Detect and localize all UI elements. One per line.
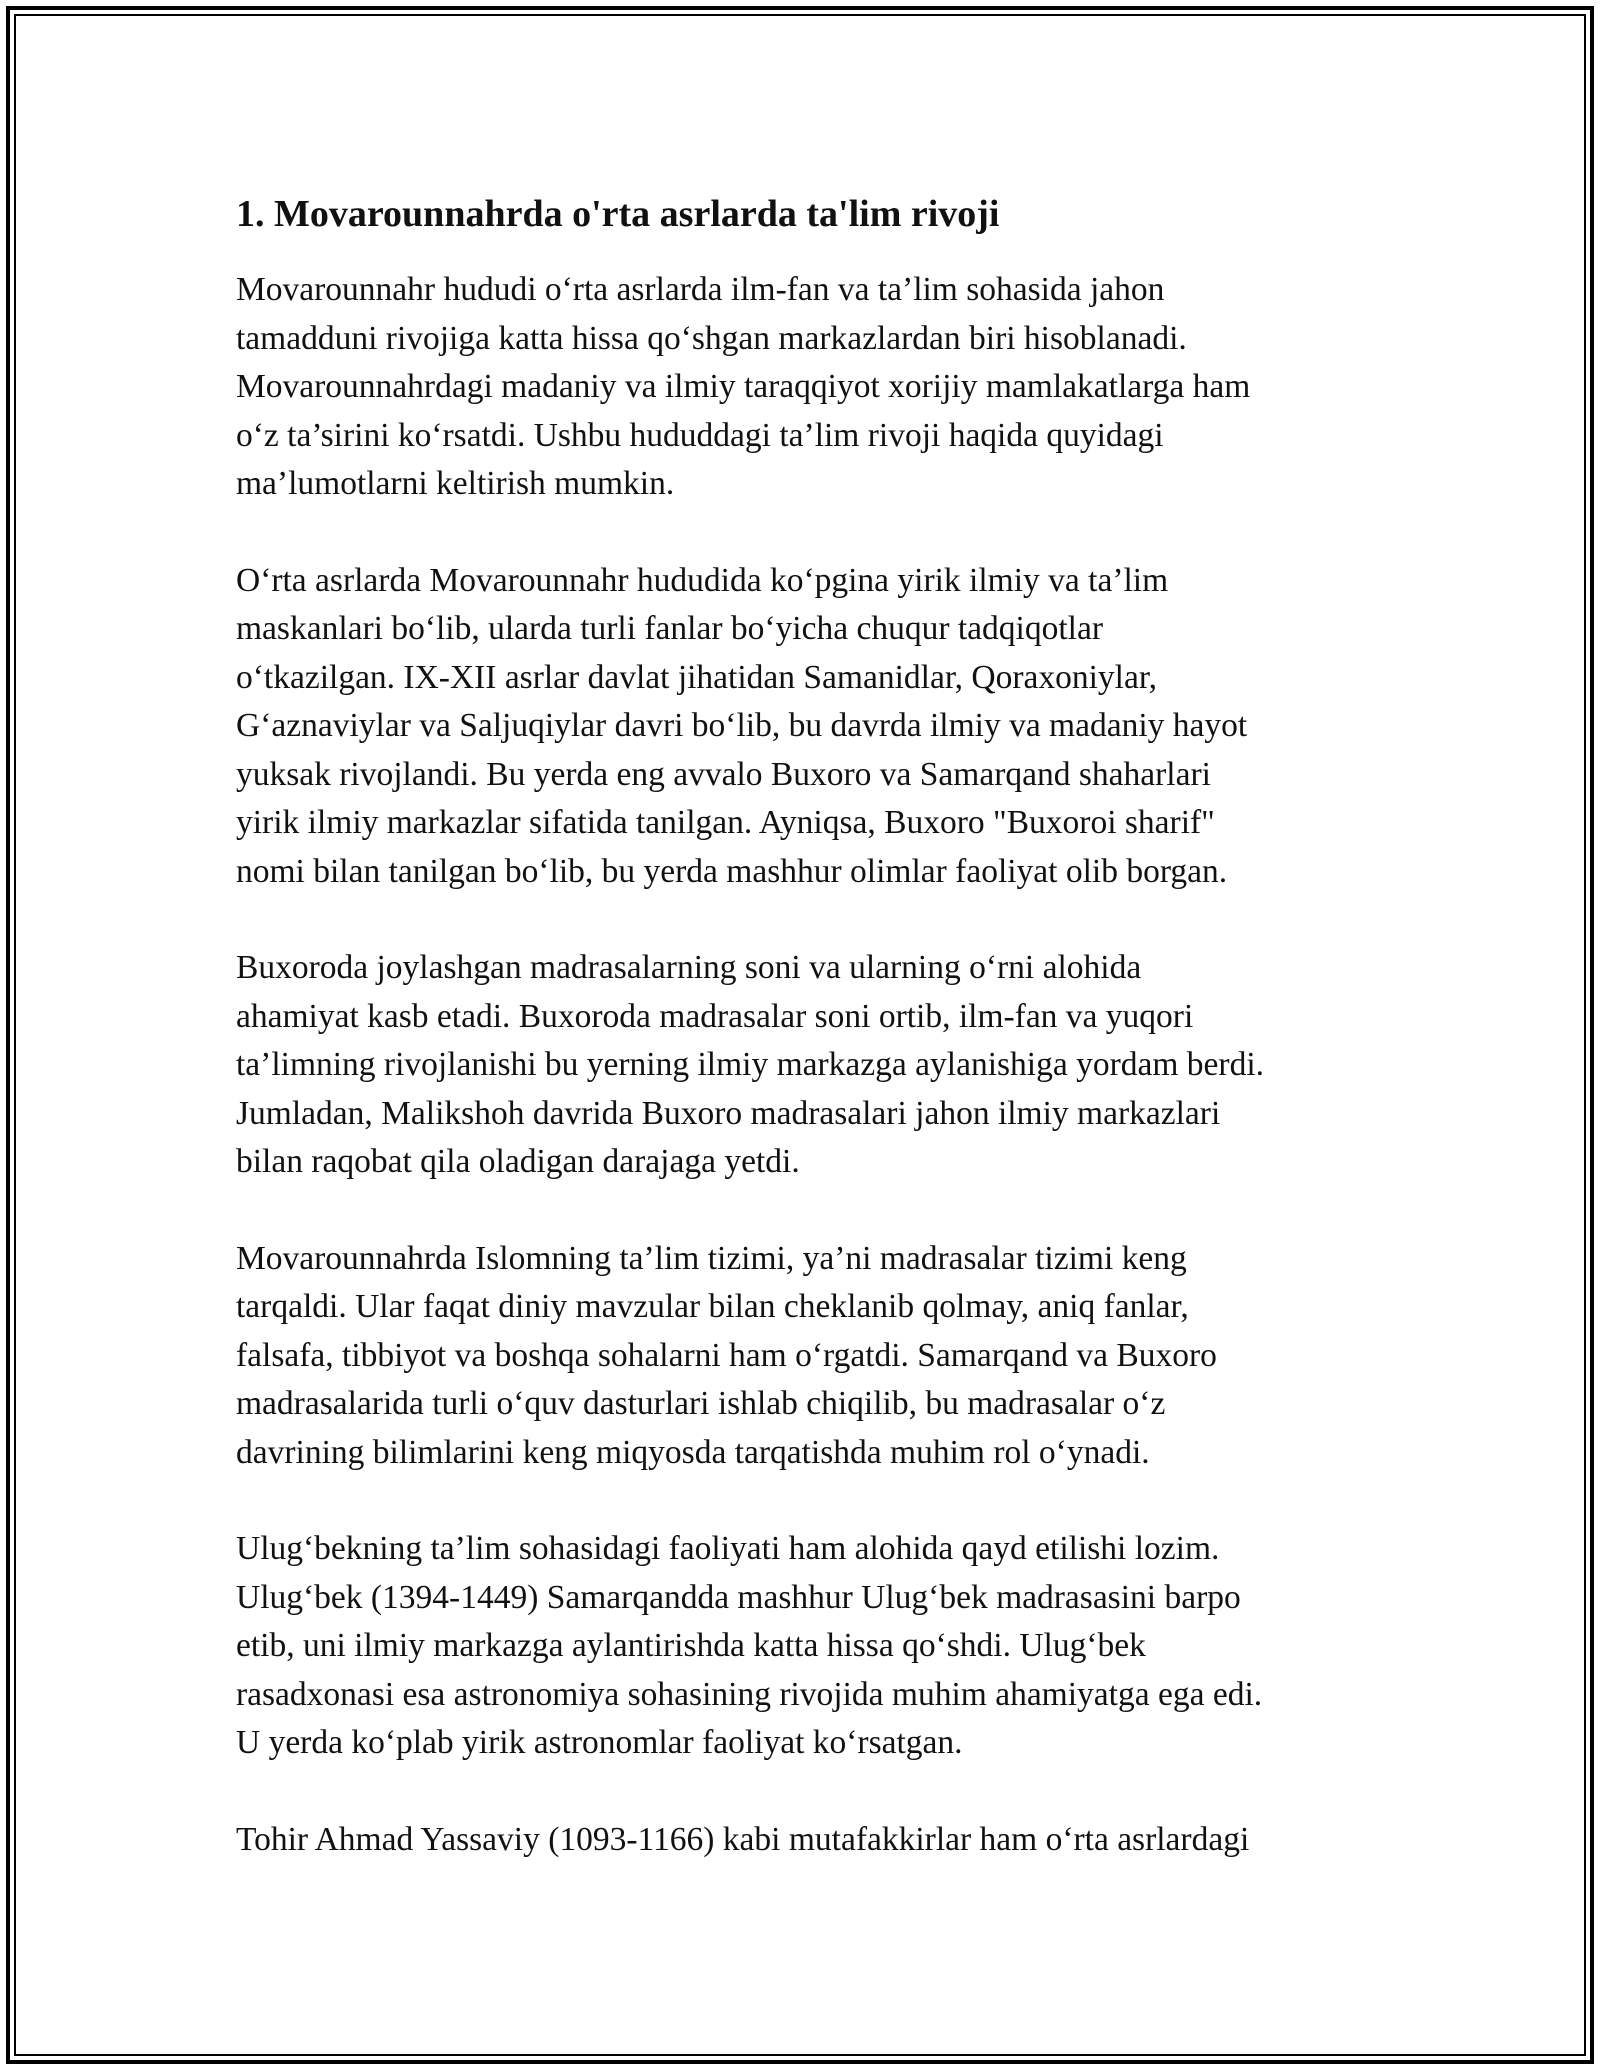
paragraph-line: Buxoroda joylashgan madrasalarning soni va ularning o‘rni alohida: [236, 949, 1142, 986]
paragraph-line: tamadduni rivojiga katta hissa qo‘shgan markazlardan biri hisoblanadi.: [236, 319, 1187, 357]
paragraph-line: bilan raqobat qila oladigan darajaga yetdi.: [236, 1143, 800, 1180]
paragraph-line: Ulug‘bekning ta’lim sohasidagi faoliyati ham alohida qayd etilishi lozim.: [236, 1530, 1220, 1567]
paragraph-line: tarqaldi. Ular faqat diniy mavzular bilan cheklanib qolmay, aniq fanlar,: [236, 1288, 1189, 1325]
paragraph-line: Tohir Ahmad Yassaviy (1093-1166) kabi mutafakkirlar ham o‘rta asrlardagi: [236, 1820, 1250, 1858]
paragraph: [236, 944, 1376, 1187]
paragraph-line: Jumladan, Malikshoh davrida Buxoro madrasalari jahon ilmiy markazlari: [236, 1094, 1221, 1132]
paragraph: [236, 266, 1376, 509]
section-heading: 1. Movarounnahrda o'rta asrlarda ta'lim rivoji: [236, 193, 1000, 235]
document-body: [236, 188, 1376, 1912]
paragraph-line: madrasalarida turli o‘quv dasturlari ishlab chiqilib, bu madrasalar o‘z: [236, 1385, 1166, 1422]
paragraph-list: [236, 266, 1376, 1864]
paragraph-line: ahamiyat kasb etadi. Buxoroda madrasalar soni ortib, ilm-fan va yuqori: [236, 997, 1194, 1035]
paragraph-line: maskanlari bo‘lib, ularda turli fanlar bo‘yicha chuqur tadqiqotlar: [236, 610, 1103, 647]
paragraph-line: Movarounnahrda Islomning ta’lim tizimi, ya’ni madrasalar tizimi keng: [236, 1239, 1187, 1277]
paragraph-line: yuksak rivojlandi. Bu yerda eng avvalo Buxoro va Samarqand shaharlari: [236, 755, 1211, 793]
paragraph-line: ma’lumotlarni keltirish mumkin.: [236, 465, 675, 502]
paragraph-line: falsafa, tibbiyot va boshqa sohalarni ham o‘rgatdi. Samarqand va Buxoro: [236, 1336, 1217, 1374]
paragraph-line: ta’limning rivojlanishi bu yerning ilmiy markazga aylanishiga yordam berdi.: [236, 1046, 1265, 1083]
paragraph-line: O‘rta asrlarda Movarounnahr hududida ko‘pgina yirik ilmiy va ta’lim: [236, 561, 1169, 599]
paragraph-line: yirik ilmiy markazlar sifatida tanilgan. Ayniqsa, Buxoro "Buxoroi sharif": [236, 804, 1215, 841]
paragraph-line: davrining bilimlarini keng miqyosda tarqatishda muhim rol o‘ynadi.: [236, 1433, 1150, 1471]
paragraph: [236, 1816, 1376, 1865]
paragraph-line: Movarounnahrdagi madaniy va ilmiy taraqqiyot xorijiy mamlakatlarga ham: [236, 368, 1251, 405]
paragraph: [236, 1235, 1376, 1478]
paragraph-line: etib, uni ilmiy markazga aylantirishda katta hissa qo‘shdi. Ulug‘bek: [236, 1627, 1146, 1664]
paragraph-line: Ulug‘bek (1394-1449) Samarqandda mashhur Ulug‘bek madrasasini barpo: [236, 1578, 1241, 1616]
paragraph-line: G‘aznaviylar va Saljuqiylar davri bo‘lib, bu davrda ilmiy va madaniy hayot: [236, 707, 1248, 744]
paragraph: [236, 1525, 1376, 1768]
paragraph: [236, 557, 1376, 897]
paragraph-line: U yerda ko‘plab yirik astronomlar faoliyat ko‘rsatgan.: [236, 1724, 963, 1761]
paragraph-line: o‘tkazilgan. IX-XII asrlar davlat jihatidan Samanidlar, Qoraxoniylar,: [236, 658, 1158, 696]
paragraph-line: rasadxonasi esa astronomiya sohasining rivojida muhim ahamiyatga ega edi.: [236, 1675, 1263, 1713]
paragraph-line: nomi bilan tanilgan bo‘lib, bu yerda mashhur olimlar faoliyat olib borgan.: [236, 852, 1228, 890]
paragraph-line: Movarounnahr hududi o‘rta asrlarda ilm-fan va ta’lim sohasida jahon: [236, 271, 1165, 308]
paragraph-line: o‘z ta’sirini ko‘rsatdi. Ushbu hududdagi ta’lim rivoji haqida quyidagi: [236, 416, 1164, 454]
